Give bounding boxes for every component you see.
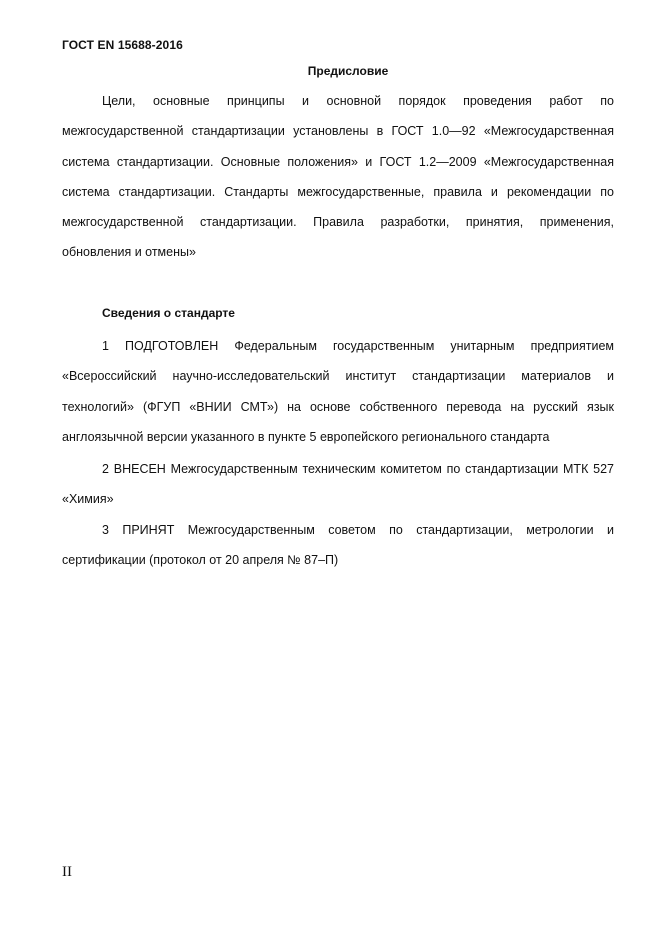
standard-item-3: 3 ПРИНЯТ Межгосударственным советом по стандартизации, метрологии и сертификации (протокол от 20 апреля № 87–П) <box>62 523 614 568</box>
document-code: ГОСТ EN 15688-2016 <box>62 38 183 52</box>
page-number: II <box>62 864 72 880</box>
intro-paragraph: Цели, основные принципы и основной порядок проведения работ по межгосударственной стандартизации установлены в ГОСТ 1.0—92 «Межгосударственная система стандартизации. Основные положения» и ГОСТ 1.2—2009 «Межгосударственная система стандартизации. Стандарты межгосударственные, правила и рекомендации по межгосударственной стандартизации. Правила разработки, принятия, применения, обновления и отмены» <box>62 94 614 260</box>
standard-item-2: 2 ВНЕСЕН Межгосударственным техническим комитетом по стандартизации МТК 527 «Химия» <box>62 462 614 507</box>
standard-info-heading: Сведения о стандарте <box>102 306 235 320</box>
standard-item-1: 1 ПОДГОТОВЛЕН Федеральным государственным унитарным предприятием «Всероссийский научно-исследовательский институт стандартизации материалов и технологий» (ФГУП «ВНИИ СМТ») на основе собственного перевода на русский язык англоязычной версии указанного в пункте 5 европейского регионального стандарта <box>62 339 614 444</box>
section-title: Предисловие <box>307 64 389 78</box>
